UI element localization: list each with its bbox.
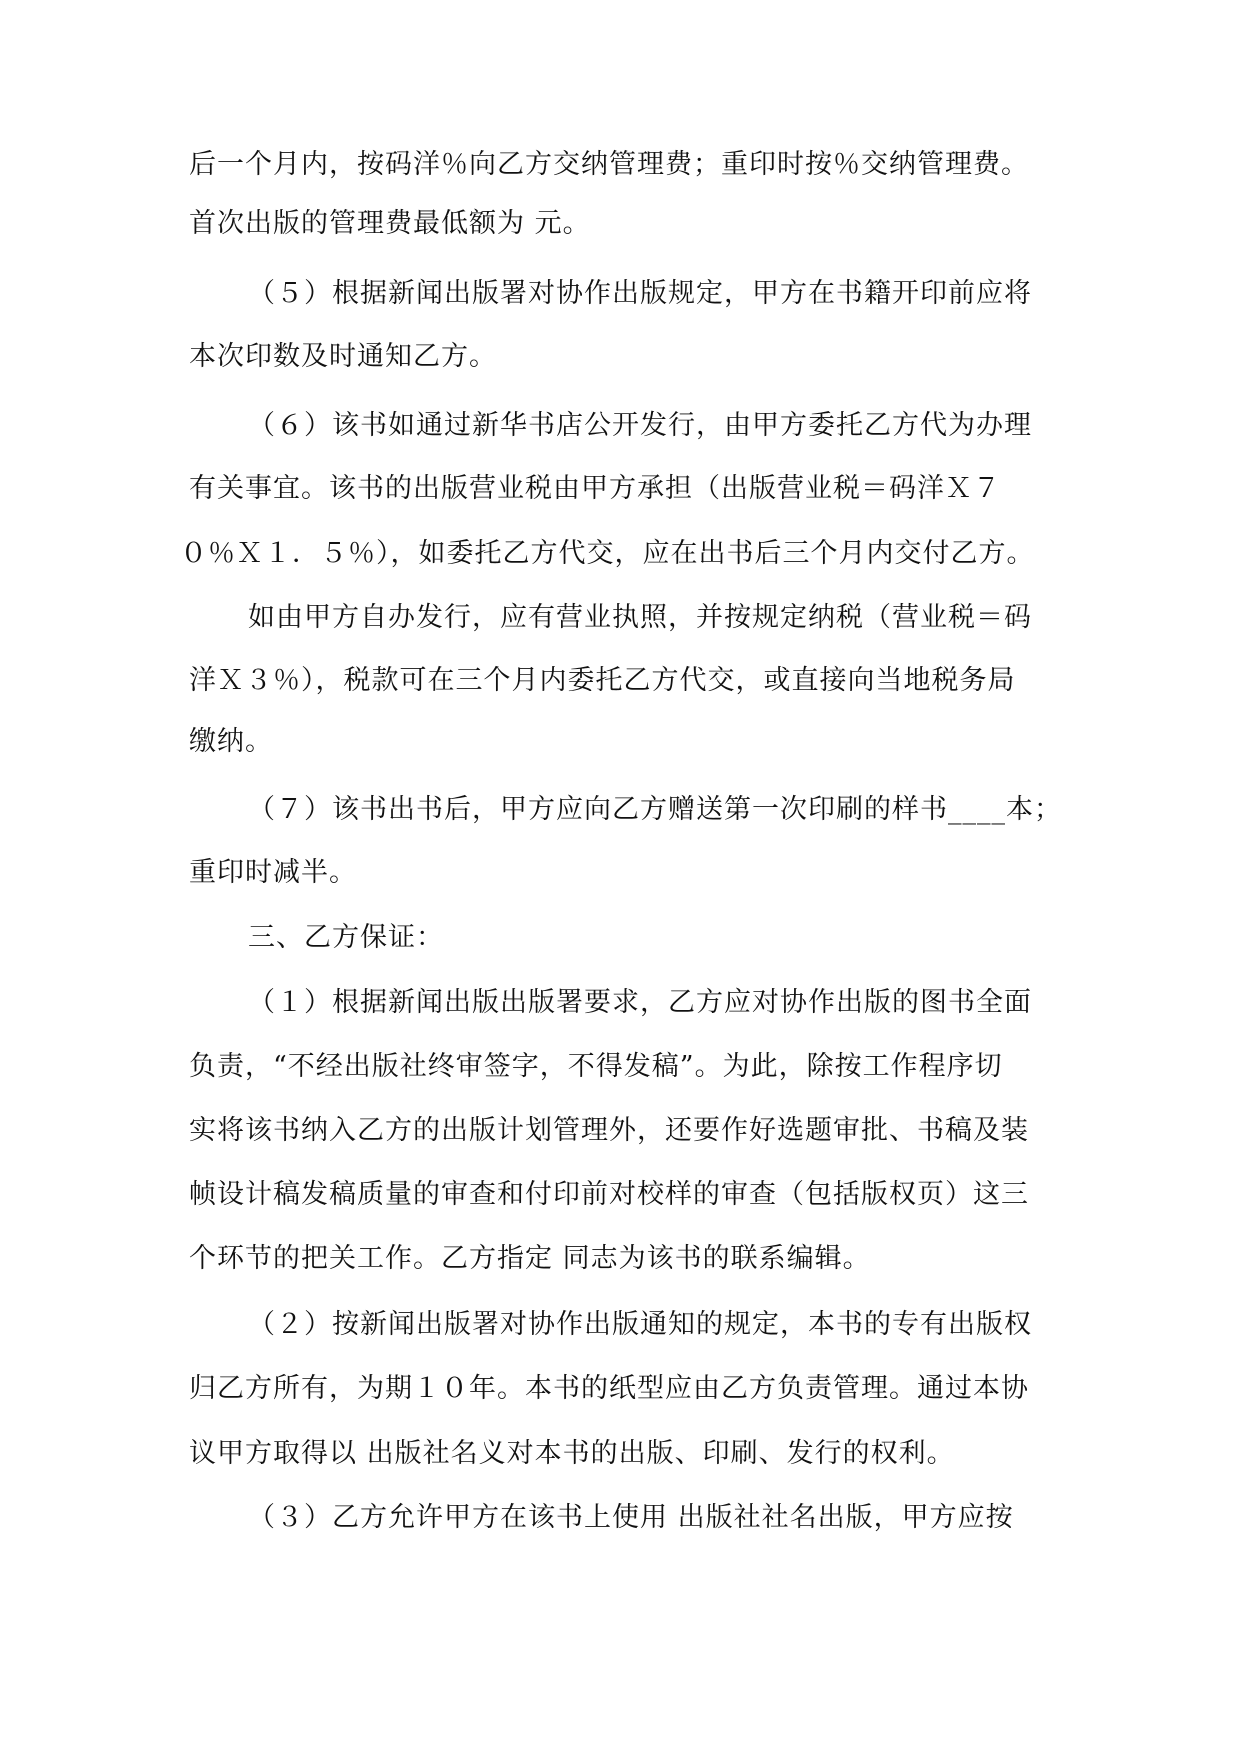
text-line: 有关事宜。该书的出版营业税由甲方承担（出版营业税＝码洋Ｘ７ xyxy=(189,473,1001,504)
section-heading: 三、乙方保证： xyxy=(248,922,444,953)
text-line: 实将该书纳入乙方的出版计划管理外，还要作好选题审批、书稿及装 xyxy=(189,1115,1029,1146)
paragraph-start-line: （３）乙方允许甲方在该书上使用 出版社社名出版，甲方应按 xyxy=(248,1502,1014,1533)
text-line: 负责，“不经出版社终审签字，不得发稿”。为此，除按工作程序切 xyxy=(189,1051,1003,1082)
text-line: 个环节的把关工作。乙方指定 同志为该书的联系编辑。 xyxy=(189,1243,871,1274)
text-line: 重印时减半。 xyxy=(189,857,357,888)
text-line: 后一个月内，按码洋％向乙方交纳管理费；重印时按％交纳管理费。 xyxy=(189,149,1029,180)
text-line: ０％Ｘ１．５％），如委托乙方代交，应在出书后三个月内交付乙方。 xyxy=(180,538,1035,569)
paragraph-start-line: （２）按新闻出版署对协作出版通知的规定，本书的专有出版权 xyxy=(248,1309,1032,1340)
text-line: 帧设计稿发稿质量的审查和付印前对校样的审查（包括版权页）这三 xyxy=(189,1179,1029,1210)
paragraph-start-line: （５）根据新闻出版署对协作出版规定，甲方在书籍开印前应将 xyxy=(248,278,1032,309)
text-line: 首次出版的管理费最低额为 元。 xyxy=(189,208,591,239)
paragraph-start-line: （７）该书出书后，甲方应向乙方赠送第一次印刷的样书____本； xyxy=(248,794,1062,825)
paragraph-start-line: 如由甲方自办发行，应有营业执照，并按规定纳税（营业税＝码 xyxy=(248,602,1032,633)
text-line: 归乙方所有，为期１０年。本书的纸型应由乙方负责管理。通过本协 xyxy=(189,1373,1029,1404)
text-line: 本次印数及时通知乙方。 xyxy=(189,341,497,372)
paragraph-start-line: （６）该书如通过新华书店公开发行，由甲方委托乙方代为办理 xyxy=(248,410,1032,441)
text-line: 议甲方取得以 出版社名义对本书的出版、印刷、发行的权利。 xyxy=(189,1438,955,1469)
text-line: 缴纳。 xyxy=(189,726,273,757)
text-line: 洋Ｘ３％），税款可在三个月内委托乙方代交，或直接向当地税务局 xyxy=(189,665,1016,696)
paragraph-start-line: （１）根据新闻出版出版署要求，乙方应对协作出版的图书全面 xyxy=(248,987,1032,1018)
